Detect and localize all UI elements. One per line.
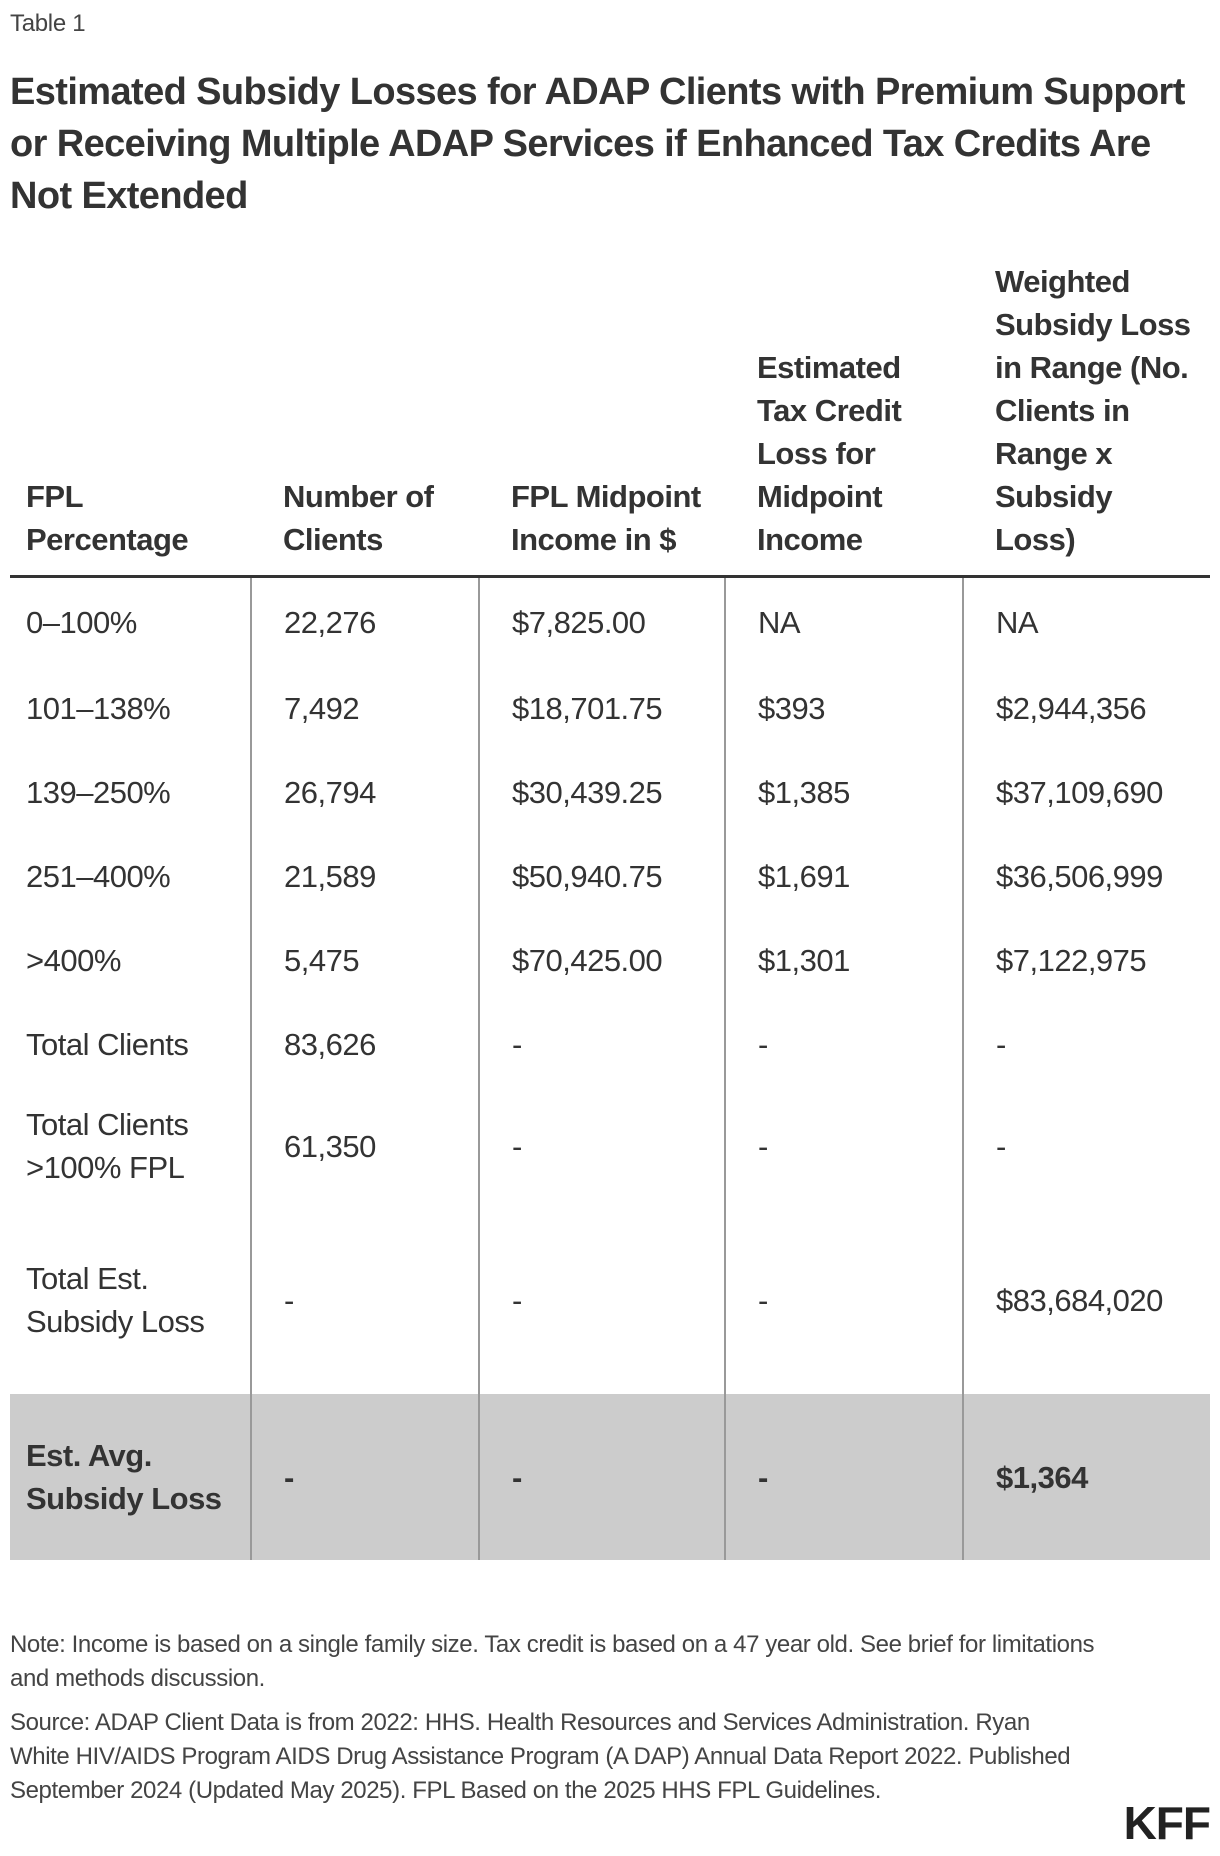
cell-weighted-loss: - <box>963 1086 1210 1206</box>
cell-clients: - <box>251 1394 479 1560</box>
cell-weighted-loss: NA <box>963 577 1210 667</box>
table-label: Table 1 <box>10 10 86 37</box>
cell-clients: 61,350 <box>251 1086 479 1206</box>
cell-clients: 21,589 <box>251 834 479 918</box>
cell-fpl: 0–100% <box>26 604 137 640</box>
cell-midpoint: - <box>479 1002 725 1086</box>
table-row <box>10 577 1210 667</box>
cell-weighted-loss: $2,944,356 <box>963 666 1210 750</box>
cell-fpl: 251–400% <box>26 858 171 894</box>
header-fpl-midpoint-income: FPL Midpoint Income in $ <box>479 260 725 577</box>
header-row <box>10 260 1210 577</box>
cell-credit-loss: - <box>725 1086 963 1206</box>
cell-clients: 83,626 <box>251 1002 479 1086</box>
table-row-total-clients <box>10 1002 1210 1086</box>
table-row-avg-subsidy-loss <box>10 1394 1210 1560</box>
cell-midpoint: - <box>479 1086 725 1206</box>
table-row <box>10 834 1210 918</box>
subsidy-table <box>10 260 1210 1560</box>
cell-clients: 5,475 <box>251 918 479 1002</box>
cell-fpl: >400% <box>26 942 121 978</box>
cell-credit-loss: $1,385 <box>725 750 963 834</box>
table-note: Note: Income is based on a single family size. Tax credit is based on a 47 year old. See brief for limitations and methods discussion. <box>10 1631 1095 1692</box>
cell-weighted-loss: $1,364 <box>963 1394 1210 1560</box>
cell-credit-loss: - <box>725 1394 963 1560</box>
cell-weighted-loss: - <box>963 1002 1210 1086</box>
cell-weighted-loss: $83,684,020 <box>963 1206 1210 1394</box>
cell-clients: - <box>251 1206 479 1394</box>
cell-weighted-loss: $36,506,999 <box>963 834 1210 918</box>
header-fpl-percentage: FPL Percentage <box>10 260 251 577</box>
cell-midpoint: $30,439.25 <box>479 750 725 834</box>
header-number-of-clients: Number of Clients <box>251 260 479 577</box>
cell-credit-loss: NA <box>725 577 963 667</box>
cell-fpl: Total Clients <box>26 1026 189 1062</box>
cell-fpl: 101–138% <box>26 690 171 726</box>
cell-fpl: Est. Avg. Subsidy Loss <box>10 1394 251 1560</box>
kff-logo: KFF <box>1123 1797 1210 1849</box>
cell-credit-loss: - <box>725 1002 963 1086</box>
cell-weighted-loss: $37,109,690 <box>963 750 1210 834</box>
table-row <box>10 666 1210 750</box>
cell-midpoint: - <box>479 1206 725 1394</box>
cell-credit-loss: $393 <box>725 666 963 750</box>
cell-credit-loss: - <box>725 1206 963 1394</box>
cell-midpoint: $18,701.75 <box>479 666 725 750</box>
table-row <box>10 750 1210 834</box>
table-row-total-clients-above-100 <box>10 1086 1210 1206</box>
cell-midpoint: $70,425.00 <box>479 918 725 1002</box>
cell-credit-loss: $1,691 <box>725 834 963 918</box>
header-weighted-subsidy-loss: Weighted Subsidy Loss in Range (No. Clients in Range x Subsidy Loss) <box>963 260 1210 577</box>
cell-midpoint: $7,825.00 <box>479 577 725 667</box>
table-source: Source: ADAP Client Data is from 2022: HHS. Health Resources and Services Administration. Ryan White HIV/AIDS Program AIDS Drug Assistance Program (A DAP) Annual Data Report 2022. Published September 2024 (Updated May 2025). FPL Based on the 2025 HHS FPL Guidelines. <box>10 1709 1071 1804</box>
header-tax-credit-loss: Estimated Tax Credit Loss for Midpoint Income <box>725 260 963 577</box>
table-title: Estimated Subsidy Losses for ADAP Clients with Premium Support or Receiving Multiple ADAP Services if Enhanced Tax Credits Are Not Extended <box>10 71 1185 217</box>
table-row <box>10 918 1210 1002</box>
cell-midpoint: - <box>479 1394 725 1560</box>
table-row-total-subsidy-loss <box>10 1206 1210 1394</box>
cell-credit-loss: $1,301 <box>725 918 963 1002</box>
cell-clients: 7,492 <box>251 666 479 750</box>
cell-fpl: Total Clients >100% FPL <box>26 1107 189 1185</box>
cell-weighted-loss: $7,122,975 <box>963 918 1210 1002</box>
cell-midpoint: $50,940.75 <box>479 834 725 918</box>
cell-clients: 22,276 <box>251 577 479 667</box>
cell-fpl: Total Est. Subsidy Loss <box>26 1261 205 1339</box>
cell-fpl: 139–250% <box>26 774 171 810</box>
cell-clients: 26,794 <box>251 750 479 834</box>
